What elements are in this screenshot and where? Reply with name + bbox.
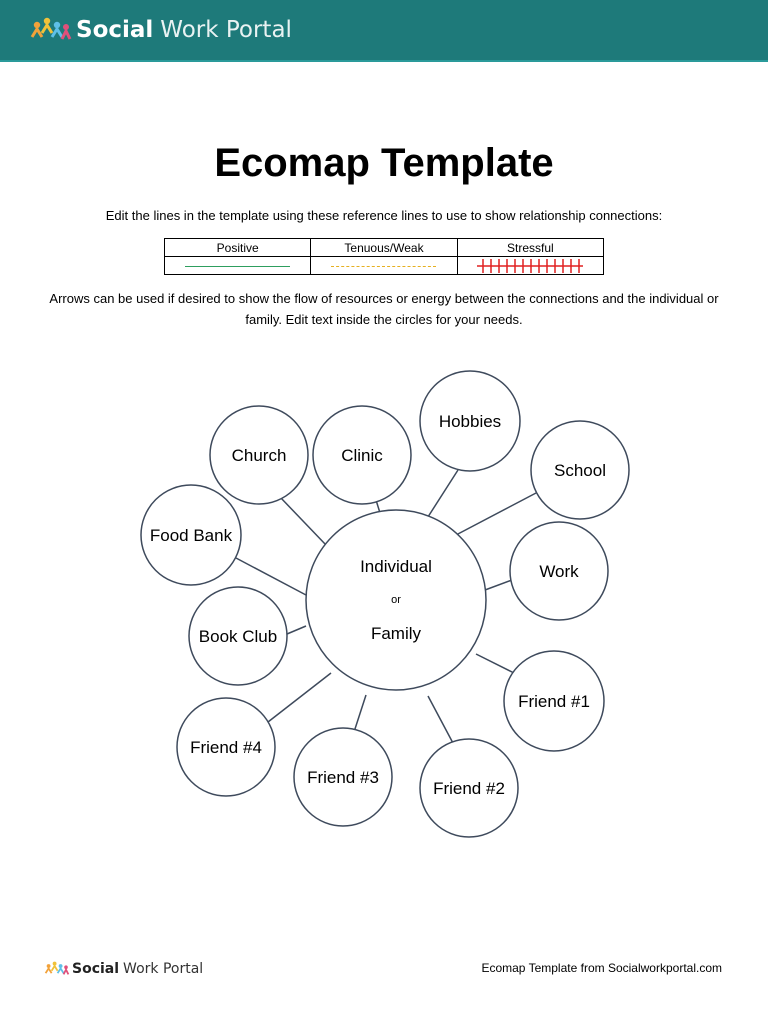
positive-header: Positive <box>165 239 311 257</box>
connector-hobbies <box>426 470 458 520</box>
brand-name-bold: Social <box>76 17 154 43</box>
footer-brand[interactable] <box>44 960 203 978</box>
label-hobbies: Hobbies <box>438 412 502 431</box>
ecomap-diagram <box>0 340 768 840</box>
footer-brand-bold: Social <box>72 961 120 977</box>
connector-church <box>280 497 326 545</box>
intro-text: Edit the lines in the template using these reference lines to use to show relationship connections: <box>105 208 663 223</box>
positive-line-sample <box>165 257 311 275</box>
connector-school <box>456 493 536 535</box>
stressful-line-sample <box>457 257 603 275</box>
label-clinic: Clinic <box>341 446 383 465</box>
label-friend-4: Friend #4 <box>190 738 262 757</box>
label-food-bank: Food Bank <box>149 526 233 545</box>
brand-name-light: Work Portal <box>160 17 292 43</box>
label-friend-1: Friend #1 <box>518 692 590 711</box>
people-logo-icon <box>30 15 72 45</box>
stressful-header: Stressful <box>457 239 603 257</box>
label-school: School <box>554 461 606 480</box>
center-label-2: or <box>391 594 401 606</box>
label-church: Church <box>231 446 287 465</box>
connector-friend-3 <box>354 695 366 732</box>
weak-header: Tenuous/Weak <box>311 239 457 257</box>
weak-line-sample <box>311 257 457 275</box>
page-title: Ecomap Template <box>214 141 554 185</box>
arrows-instruction: Arrows can be used if desired to show the flow of resources or energy between the connections and the individual or family. Edit text inside the circles for your needs. <box>49 291 719 327</box>
center-label-3: Family <box>370 624 422 643</box>
connector-book-club <box>287 626 306 634</box>
footer-note: Ecomap Template from Socialworkportal.com <box>481 961 722 975</box>
label-friend-3: Friend #3 <box>307 768 379 787</box>
connector-friend-1 <box>476 654 514 673</box>
connector-friend-4 <box>268 673 331 722</box>
page-header <box>0 0 768 62</box>
reference-lines-table <box>164 238 604 275</box>
center-label-1: Individual <box>360 557 432 576</box>
footer-brand-light: Work Portal <box>123 961 204 977</box>
brand-logo[interactable] <box>30 12 292 48</box>
label-work: Work <box>539 562 579 581</box>
label-friend-2: Friend #2 <box>433 779 505 798</box>
label-book-club: Book Club <box>198 627 278 646</box>
connector-work <box>485 580 512 590</box>
people-logo-icon <box>44 960 70 978</box>
connector-friend-2 <box>428 696 454 745</box>
